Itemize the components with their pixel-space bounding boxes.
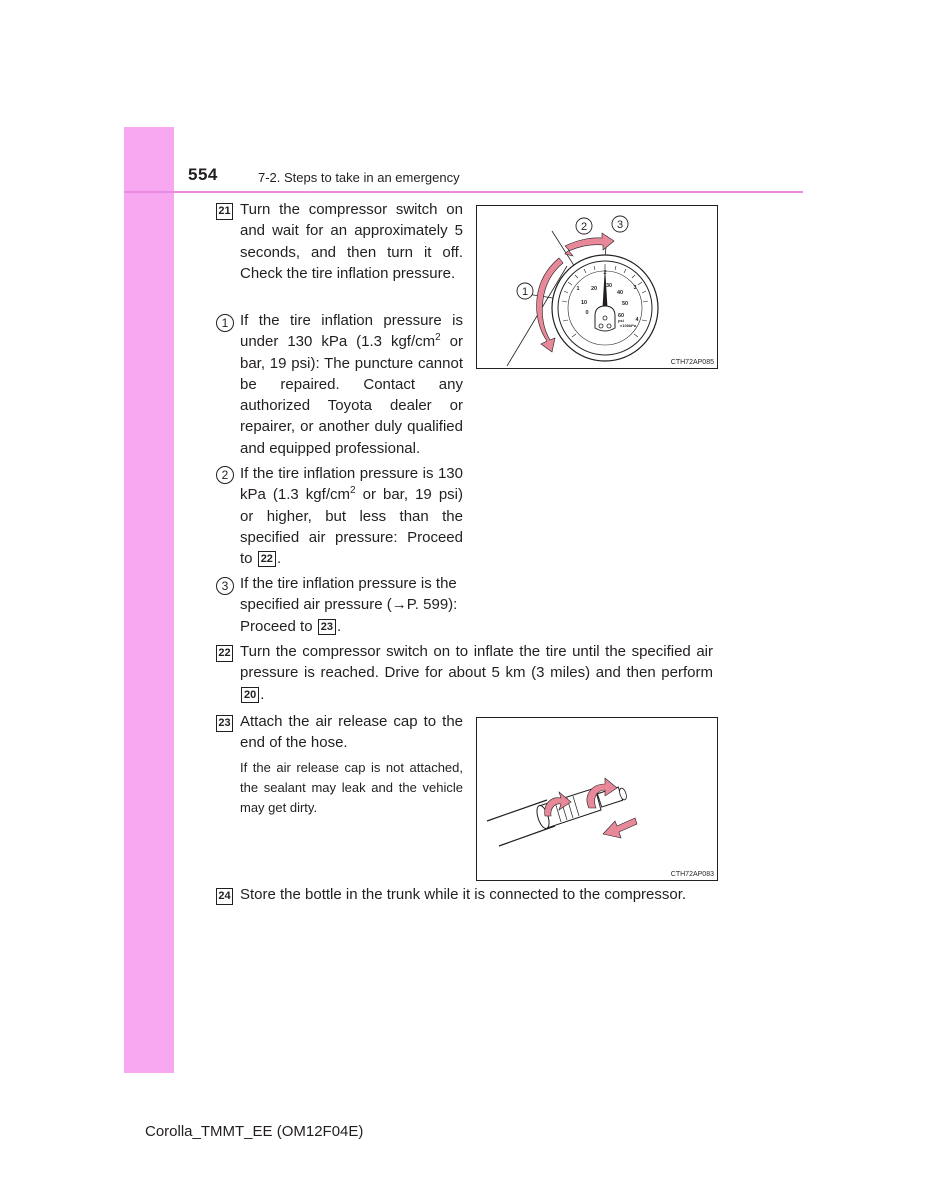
- ref-badge-20[interactable]: 20: [241, 687, 259, 703]
- item-marker-2: 2: [216, 466, 234, 484]
- side-tab: [124, 127, 174, 1073]
- dial-label-20: 20: [590, 286, 598, 292]
- step-badge-22: 22: [216, 645, 233, 662]
- step-badge-23: 23: [216, 715, 233, 732]
- item-3-text: If the tire inflation pressure is the specified air pressure (→P. 599): Proceed to 23 .: [240, 575, 458, 635]
- callout-2: 2: [580, 221, 588, 233]
- ref-badge-22[interactable]: 22: [258, 551, 276, 567]
- section-title: 7-2. Steps to take in an emergency: [258, 170, 460, 185]
- hose-illustration: [477, 718, 717, 880]
- item-2-text: If the tire inflation pressure is 130 kPa (1.3 kgf/$cm^2$ or bar, 19 psi) or higher, but less than the specified air pressure: Proceed to 22 .: [240, 465, 463, 568]
- dial-label-30: 30: [605, 283, 613, 289]
- figure-code-2: CTH72AP083: [670, 871, 714, 878]
- gauge-illustration: [477, 206, 717, 368]
- step-22-text: Turn the compressor switch on to inflate the tire until the specified air pressure is reached. Drive for about 5 km (3 miles) and then perform 20 .: [240, 643, 713, 703]
- step-badge-24: 24: [216, 888, 233, 905]
- dial-label-4: 4: [635, 317, 639, 323]
- page-number: 554: [188, 165, 218, 184]
- item-1-text: If the tire inflation pressure is under 130 kPa (1.3 kgf/$cm^2$ or bar, 19 psi): The puncture cannot be repaired. Contact any authorized Toyota dealer or repairer, or another duly qualified and equipped professional.: [240, 312, 463, 457]
- dial-unit-kpa: ×100kPa: [619, 323, 637, 328]
- dial-label-3: 3: [633, 285, 637, 291]
- dial-label-40: 40: [616, 290, 624, 296]
- dial-label-60: 60: [617, 313, 625, 319]
- step-badge-21: 21: [216, 203, 233, 220]
- rotate-right-arrow-icon: [565, 233, 614, 256]
- ref-badge-23[interactable]: 23: [318, 619, 336, 635]
- item-marker-3: 3: [216, 577, 234, 595]
- step-23-text: Attach the air release cap to the end of the hose.: [240, 713, 463, 752]
- figure-code: CTH72AP085: [670, 359, 714, 366]
- step-24-text: Store the bottle in the trunk while it is connected to the compressor.: [240, 886, 687, 903]
- dial-label-1: 1: [576, 286, 580, 292]
- item-marker-1: 1: [216, 314, 234, 332]
- gauge-figure: [476, 205, 718, 369]
- step-23-note: If the air release cap is not attached, the sealant may leak and the vehicle may get dirty.: [240, 760, 463, 815]
- hose-figure: [476, 717, 718, 881]
- header-rule: [124, 191, 803, 193]
- dial-label-10: 10: [580, 300, 588, 306]
- callout-3: 3: [616, 219, 624, 231]
- callout-1: 1: [521, 286, 529, 298]
- dial-label-50: 50: [621, 301, 629, 307]
- step-21-text: Turn the compressor switch on and wait for an approximately 5 seconds, and then turn it off. Check the tire inflation pressure.: [240, 201, 463, 282]
- dial-unit-psi: psi: [618, 318, 624, 323]
- footer-text: Corolla_TMMT_EE (OM12F04E): [145, 1123, 364, 1140]
- dial-label-2: 2: [603, 270, 607, 276]
- dial-label-0: 0: [585, 310, 589, 316]
- push-arrow-icon: [603, 818, 637, 838]
